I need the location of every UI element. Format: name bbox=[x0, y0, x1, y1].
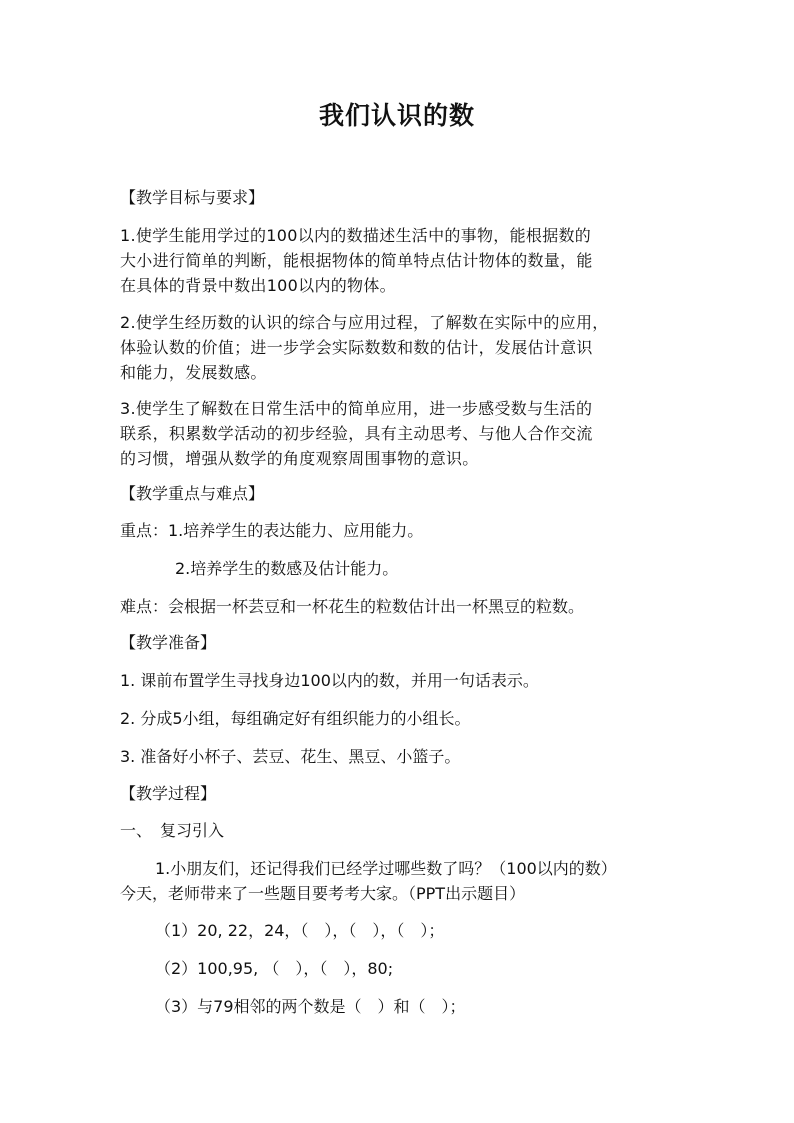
goal-1-line-3: 在具体的背景中数出100以内的物体。 bbox=[120, 276, 396, 295]
key-point-1: 重点：1.培养学生的表达能力、应用能力。 bbox=[120, 521, 424, 540]
key-point-2: 2.培养学生的数感及估计能力。 bbox=[175, 559, 399, 578]
goal-3-line-3: 的习惯，增强从数学的角度观察周围事物的意识。 bbox=[120, 449, 479, 468]
goal-3-line-1: 3.使学生了解数在日常生活中的简单应用，进一步感受数与生活的 bbox=[120, 399, 593, 418]
section-heading-goals: 【教学目标与要求】 bbox=[120, 188, 265, 207]
goal-2-line-2: 体验认数的价值；进一步学会实际数数和数的估计，发展估计意识 bbox=[120, 338, 593, 357]
section-heading-process: 【教学过程】 bbox=[120, 784, 217, 803]
section-heading-keypoints: 【教学重点与难点】 bbox=[120, 484, 265, 503]
document-title: 我们认识的数 bbox=[318, 101, 475, 130]
preparation-item-2: 2. 分成5小组，每组确定好有组织能力的小组长。 bbox=[120, 709, 471, 728]
preparation-item-3: 3. 准备好小杯子、芸豆、花生、黑豆、小篮子。 bbox=[120, 747, 461, 766]
goal-1-line-1: 1.使学生能用学过的100以内的数描述生活中的事物，能根据数的 bbox=[120, 226, 592, 245]
goal-2-line-3: 和能力，发展数感。 bbox=[120, 363, 267, 382]
question-1: （1）20, 22，24，（ ），（ ），（ ）； bbox=[155, 921, 445, 940]
goal-1-line-2: 大小进行简单的判断，能根据物体的简单特点估计物体的数量，能 bbox=[120, 251, 593, 270]
process-step-1-title: 一、 复习引入 bbox=[120, 821, 225, 840]
question-3: （3）与79相邻的两个数是（ ）和（ ）； bbox=[155, 997, 466, 1016]
question-2: （2）100,95, （ ），（ ），80; bbox=[155, 959, 394, 978]
goal-2-line-1: 2.使学生经历数的认识的综合与应用过程，了解数在实际中的应用， bbox=[120, 313, 609, 332]
difficulty-point: 难点：会根据一杯芸豆和一杯花生的粒数估计出一杯黑豆的粒数。 bbox=[120, 597, 585, 616]
process-intro-line-2: 今天，老师带来了一些题目要考考大家。（PPT出示题目） bbox=[120, 884, 526, 903]
process-intro-line-1: 1.小朋友们，还记得我们已经学过哪些数了吗？（100以内的数） bbox=[155, 859, 617, 878]
preparation-item-1: 1. 课前布置学生寻找身边100以内的数，并用一句话表示。 bbox=[120, 671, 539, 690]
goal-3-line-2: 联系，积累数学活动的初步经验，具有主动思考、与他人合作交流 bbox=[120, 424, 593, 443]
section-heading-preparation: 【教学准备】 bbox=[120, 633, 217, 652]
